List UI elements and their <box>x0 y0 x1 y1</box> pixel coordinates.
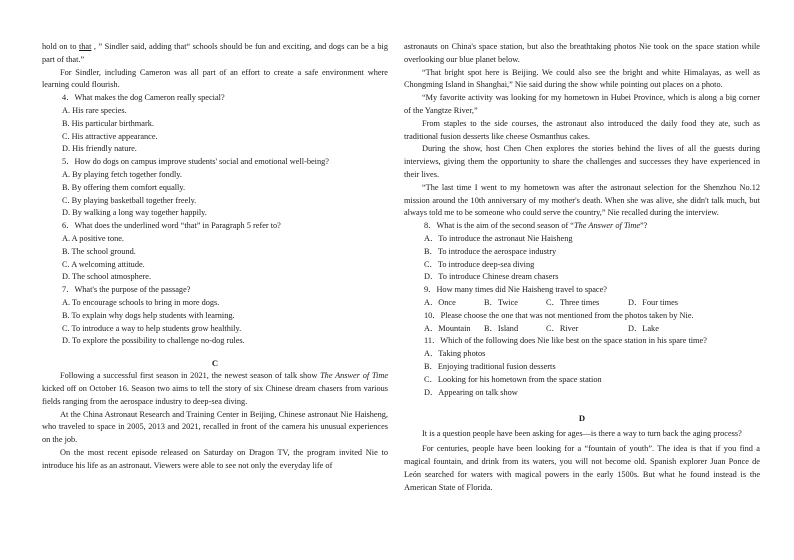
options-10 <box>404 323 760 336</box>
option-5d: D. By walking a long way together happily. <box>62 208 207 218</box>
question-9: 9．How many times did Nie Haisheng travel to space? <box>424 285 607 295</box>
passage-b-ending <box>42 41 388 67</box>
text-run: ”? <box>640 221 648 231</box>
passage-d-paragraph-1: It is a question people have been asking for ages—is there a way to turn back the aging process? <box>422 429 742 439</box>
option-5a: A. By playing fetch together fondly. <box>62 169 182 179</box>
option-8d: D．To introduce Chinese dream chasers <box>424 272 559 282</box>
option-10a: A．Mountain <box>424 323 471 333</box>
show-title: The Answer of Time <box>574 221 640 231</box>
question-7: 7．What's the purpose of the passage? <box>62 285 191 295</box>
option-9d: D．Four times <box>628 297 679 307</box>
option-9a: A．Once <box>424 297 456 307</box>
text-run: kicked off on October 16. Season two aims to tell the story of six Chinese dream chasers from various fields ranging from the aerospace industry to deep-sea diving. <box>42 383 388 406</box>
text-run: hold on to <box>42 42 79 51</box>
passage-c-continued: astronauts on China's space station, but also the breathtaking photos Nie took on the space station while overlooking our blue planet below. <box>404 42 760 64</box>
option-7a: A. To encourage schools to bring in more dogs. <box>62 297 220 307</box>
option-9b: B．Twice <box>484 297 518 307</box>
question-8 <box>404 220 760 233</box>
passage-b-paragraph: For Sindler, including Cameron was all part of an effort to create a safe environment where learning could flourish. <box>42 67 388 90</box>
option-4a: A. His rare species. <box>62 105 127 115</box>
left-column <box>42 41 388 473</box>
text-run: 8．What is the aim of the second season of “ <box>424 221 574 231</box>
text-run: , ” Sindler said, adding that“ schools should be fun and exciting, and dogs can be a big part of that.” <box>42 42 388 64</box>
option-8c: C．To introduce deep-sea diving <box>424 259 535 269</box>
option-7d: D. To explore the possibility to challenge no-dog rules. <box>62 336 245 346</box>
option-11d: D．Appearing on talk show <box>424 387 518 397</box>
option-10c: C．River <box>546 323 579 333</box>
passage-c-paragraph-1 <box>42 370 388 408</box>
option-8b: B．To introduce the aerospace industry <box>424 246 557 256</box>
passage-c-paragraph-2: At the China Astronaut Research and Training Center in Beijing, Chinese astronaut Nie Haisheng, who traveled to space in 2005, 2013 and 2021, recalled in front of the camera his unusual experiences on the job. <box>42 409 388 445</box>
passage-c-hometown: “The last time I went to my hometown was after the astronaut selection for the Shenzhou No.12 mission around the 10th anniversary of my mother's death. When she was alive, she didn't talk much, but always told me to be someone who could serve the country,” Nie recalled during the interview. <box>404 182 760 218</box>
option-6a: A. A positive tone. <box>62 233 124 243</box>
underlined-word: that <box>78 42 92 51</box>
passage-c-food: From staples to the side courses, the astronaut also introduced the daily food they ate, such as traditional fusion desserts like cheese Osmanthus cakes. <box>404 118 760 141</box>
question-10: 10．Please choose the one that was not mentioned from the photos taken by Nie. <box>424 310 694 320</box>
text-run: Following a successful first season in 2021, the newest season of talk show <box>60 371 321 381</box>
option-5b: B. By offering them comfort equally. <box>62 182 186 192</box>
option-4b: B. His particular birthmark. <box>62 118 154 128</box>
section-heading-c: C <box>211 358 219 369</box>
option-11c: C．Looking for his hometown from the space station <box>424 374 602 384</box>
question-5: 5．How do dogs on campus improve students' social and emotional well-being? <box>62 157 329 167</box>
option-10b: B．Island <box>484 323 519 333</box>
options-9 <box>404 297 760 310</box>
option-7c: C. To introduce a way to help students grow healthily. <box>62 323 242 333</box>
passage-c-quote-2: “My favorite activity was looking for my hometown in Hubei Province, which is along a big corner of the Yangtze River,” <box>404 93 760 115</box>
passage-c-host: During the show, host Chen Chen explores the stories behind the lives of all the guests during interviews, giving them the opportunity to share the challenges and successes they have experienced in their lives. <box>404 144 760 179</box>
option-6c: C. A welcoming attitude. <box>62 259 145 269</box>
option-8a: A．To introduce the astronaut Nie Haisheng <box>424 233 573 243</box>
question-4: 4．What makes the dog Cameron really special? <box>62 93 225 103</box>
right-column <box>404 41 760 494</box>
passage-d-paragraph-2: For centuries, people have been looking for a “fountain of youth”. The idea is that if you find a magical fountain, and drink from its waters, you will not become old. Spanish explorer Juan Ponce de León searched for waters with magical powers in the early 1500s. But what he found instead is the American State of Florida. <box>404 444 760 492</box>
show-title: The Answer of Time <box>320 371 389 381</box>
option-10d: D．Lake <box>628 323 659 333</box>
option-7b: B. To explain why dogs help students with learning. <box>62 310 235 320</box>
option-5c: C. By playing basketball together freely. <box>62 195 197 205</box>
question-11: 11．Which of the following does Nie like best on the space station in his spare time? <box>424 336 707 346</box>
option-11b: B．Enjoying traditional fusion desserts <box>424 361 556 371</box>
passage-c-paragraph-3: On the most recent episode released on Saturday on Dragon TV, the program invited Nie to introduce his life as an astronaut. Viewers were able to see not only the everyday life of <box>42 447 388 470</box>
question-6: 6．What does the underlined word “that” in Paragraph 5 refer to? <box>62 221 281 231</box>
option-4c: C. His attractive appearance. <box>62 131 158 141</box>
option-11a: A．Taking photos <box>424 349 486 359</box>
option-4d: D. His friendly nature. <box>62 144 137 154</box>
option-6b: B. The school ground. <box>62 246 136 256</box>
passage-c-quote-1: “That bright spot here is Beijing. We could also see the bright and white Himalayas, as well as Chongming Island in Shanghai,” Nie said during the show while pointing out places on a photo. <box>404 67 760 90</box>
option-9c: C．Three times <box>546 297 600 307</box>
option-6d: D. The school atmosphere. <box>62 272 152 282</box>
section-heading-d: D <box>578 413 586 424</box>
